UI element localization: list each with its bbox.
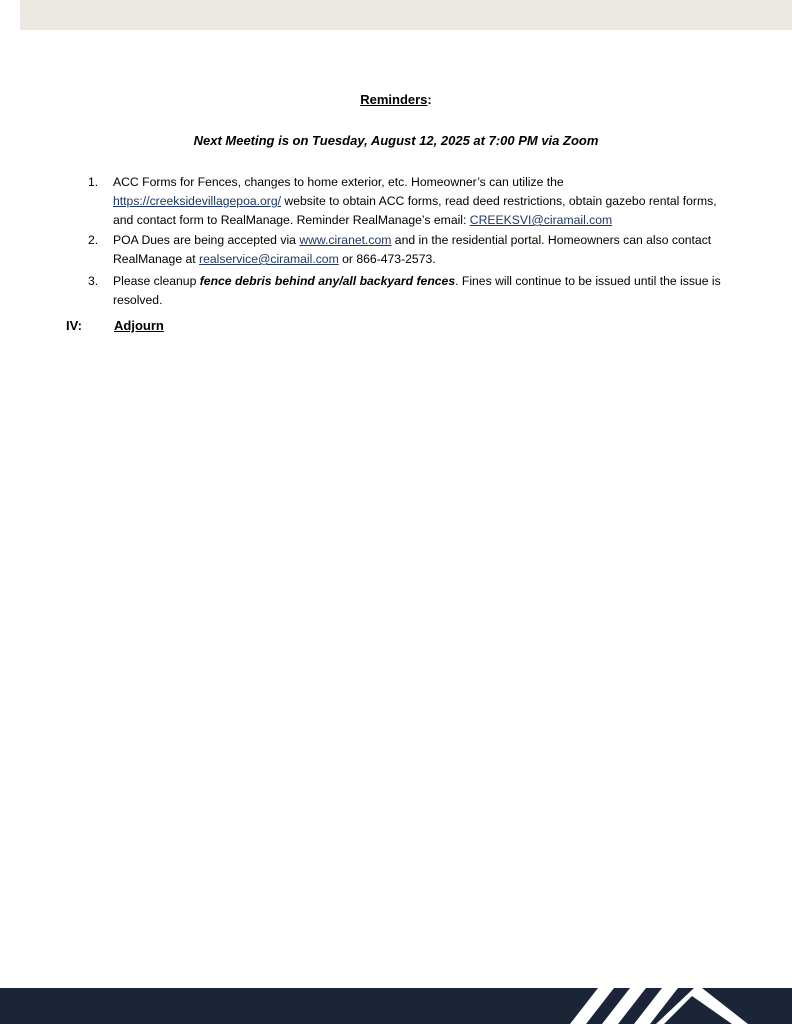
- list-item-text: Please cleanup: [113, 274, 200, 288]
- footer-stripes-graphic: [0, 988, 792, 1024]
- list-item-number: 2.: [88, 233, 99, 247]
- list-item-text: and in the residential portal. Homeowners can also contact RealManage at: [113, 233, 712, 266]
- reminders-heading-label: Reminders: [360, 92, 428, 107]
- section-number: IV:: [66, 318, 82, 333]
- section-title: Adjourn: [114, 318, 164, 333]
- reminders-heading-colon: :: [427, 92, 432, 107]
- list-item-text: ACC Forms for Fences, changes to home exterior, etc. Homeowner’s can utilize the: [113, 175, 564, 189]
- email-link[interactable]: CREEKSVI@ciramail.com: [469, 213, 613, 227]
- list-item-text: or 866-473-2573.: [338, 252, 436, 266]
- website-link[interactable]: https://creeksidevillagepoa.org/: [113, 194, 282, 208]
- list-item: [88, 231, 728, 269]
- list-item: [88, 173, 728, 230]
- list-item-text: . Fines will continue to be issued until the issue is resolved.: [113, 274, 721, 307]
- list-item-number: 1.: [88, 175, 99, 189]
- reminders-heading: [0, 92, 792, 107]
- header-band: [20, 0, 792, 30]
- list-item-text: POA Dues are being accepted via: [113, 233, 300, 247]
- service-email-link[interactable]: realservice@ciramail.com: [199, 252, 339, 266]
- ciranet-link[interactable]: www.ciranet.com: [299, 233, 392, 247]
- list-item: [88, 272, 728, 310]
- list-item-number: 3.: [88, 274, 99, 288]
- list-item-text: website to obtain ACC forms, read deed restrictions, obtain gazebo rental forms, and contact form to RealManage. Reminder RealManage’s email:: [113, 194, 717, 227]
- reminders-list: [88, 173, 728, 310]
- list-item-emphasis: fence debris behind any/all backyard fences: [199, 274, 456, 288]
- footer-band: [0, 988, 792, 1024]
- next-meeting-notice: Next Meeting is on Tuesday, August 12, 2025 at 7:00 PM via Zoom: [193, 133, 599, 148]
